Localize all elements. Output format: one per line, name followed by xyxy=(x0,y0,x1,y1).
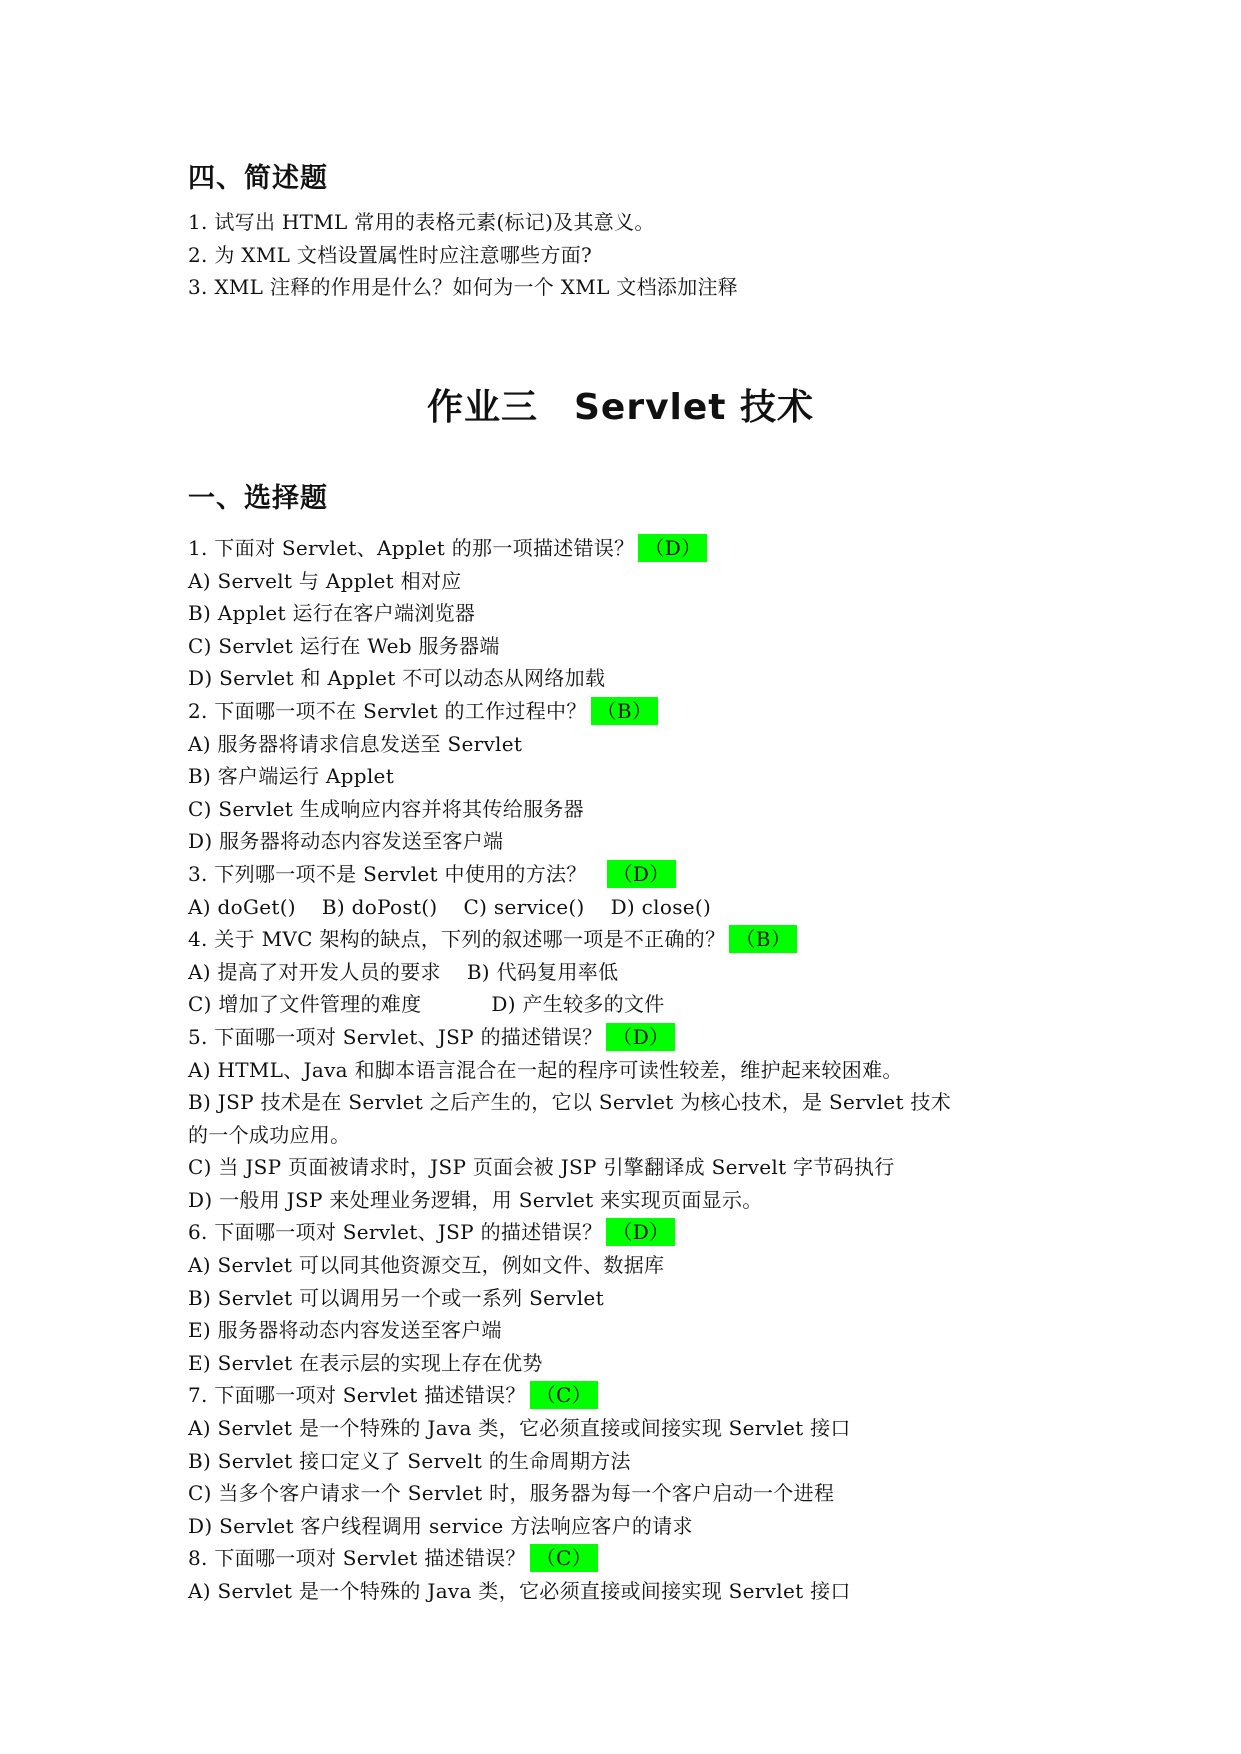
answer-highlight: （D） xyxy=(606,1218,675,1246)
answer-highlight: （B） xyxy=(591,697,659,725)
option-c: C) 增加了文件管理的难度 xyxy=(188,992,422,1017)
option-c: C) service() xyxy=(463,894,585,919)
answer-highlight: （D） xyxy=(606,1023,675,1051)
section-short-answer xyxy=(188,160,1068,304)
option-line: D) Servlet 客户线程调用 service 方法响应客户的请求 xyxy=(188,1513,693,1538)
option-line: E) 服务器将动态内容发送至客户端 xyxy=(188,1318,502,1343)
option-line: C) 当 JSP 页面被请求时，JSP 页面会被 JSP 引擎翻译成 Servelt 字节码执行 xyxy=(188,1155,895,1180)
answer-highlight: （D） xyxy=(638,534,707,562)
question-text: 4. 关于 MVC 架构的缺点，下列的叙述哪一项是不正确的？ xyxy=(188,927,726,952)
question-line xyxy=(188,695,1068,728)
option-line: A) Servlet 是一个特殊的 Java 类，它必须直接或间接实现 Servlet 接口 xyxy=(188,1579,851,1603)
answer-highlight: （C） xyxy=(530,1381,598,1409)
document-title xyxy=(0,383,1241,433)
title-part-2: Servlet 技术 xyxy=(573,387,815,428)
option-line: B) Applet 运行在客户端浏览器 xyxy=(188,601,476,626)
short-answer-item: 1. 试写出 HTML 常用的表格元素(标记)及其意义。 xyxy=(188,210,655,234)
option-line: A) Servlet 是一个特殊的 Java 类，它必须直接或间接实现 Servlet 接口 xyxy=(188,1416,851,1441)
option-line: B) 客户端运行 Applet xyxy=(188,764,395,789)
option-d: D) close() xyxy=(610,894,712,919)
answer-highlight: （C） xyxy=(530,1544,598,1572)
answer-highlight: （B） xyxy=(729,925,797,953)
option-line: D) Servlet 和 Applet 不可以动态从网络加载 xyxy=(188,666,606,691)
question-text: 1. 下面对 Servlet、Applet 的那一项描述错误？ xyxy=(188,536,635,560)
option-line: B) Servlet 接口定义了 Servelt 的生命周期方法 xyxy=(188,1448,631,1473)
answer-highlight: （D） xyxy=(607,860,676,888)
question-line xyxy=(188,923,1068,956)
section-heading-short-answer: 四、简述题 xyxy=(188,163,328,194)
option-line: C) 当多个客户请求一个 Servlet 时，服务器为每一个客户启动一个进程 xyxy=(188,1481,835,1506)
option-line-inline xyxy=(188,891,1068,924)
option-d: D) 产生较多的文件 xyxy=(491,992,665,1017)
title-part-1: 作业三 xyxy=(426,387,538,428)
option-a: A) 提高了对开发人员的要求 xyxy=(188,959,441,984)
question-line xyxy=(188,1542,1068,1575)
short-answer-item: 3. XML 注释的作用是什么？如何为一个 XML 文档添加注释 xyxy=(188,275,739,300)
question-line xyxy=(188,532,1068,565)
section-multiple-choice xyxy=(188,480,1068,1608)
option-line: A) Servelt 与 Applet 相对应 xyxy=(188,568,462,593)
option-b: B) doPost() xyxy=(321,894,438,919)
question-text: 5. 下面哪一项对 Servlet、JSP 的描述错误？ xyxy=(188,1024,603,1049)
option-a: A) doGet() xyxy=(188,894,296,919)
question-text: 6. 下面哪一项对 Servlet、JSP 的描述错误？ xyxy=(188,1220,603,1245)
section-heading-multiple-choice: 一、选择题 xyxy=(188,483,328,514)
option-line: B) JSP 技术是在 Servlet 之后产生的，它以 Servlet 为核心技术，是 Servlet 技术的一个成功应用。 xyxy=(188,1090,952,1147)
option-line: A) HTML、Java 和脚本语言混合在一起的程序可读性较差，维护起来较困难。 xyxy=(188,1057,903,1082)
option-line: D) 一般用 JSP 来处理业务逻辑，用 Servlet 来实现页面显示。 xyxy=(188,1187,763,1212)
question-line xyxy=(188,1021,1068,1054)
option-line-pair xyxy=(188,988,1068,1021)
short-answer-list xyxy=(188,206,1068,304)
question-text: 2. 下面哪一项不在 Servlet 的工作过程中？ xyxy=(188,698,587,723)
option-line-pair xyxy=(188,956,1068,989)
option-b: B) 代码复用率低 xyxy=(466,959,619,984)
question-line xyxy=(188,858,1068,891)
question-text: 3. 下列哪一项不是 Servlet 中使用的方法？ xyxy=(188,861,587,886)
option-line: D) 服务器将动态内容发送至客户端 xyxy=(188,829,504,854)
question-text: 7. 下面哪一项对 Servlet 描述错误？ xyxy=(188,1383,526,1408)
short-answer-item: 2. 为 XML 文档设置属性时应注意哪些方面? xyxy=(188,242,593,267)
question-line xyxy=(188,1216,1068,1249)
option-line: B) Servlet 可以调用另一个或一系列 Servlet xyxy=(188,1285,604,1310)
option-line: C) Servlet 运行在 Web 服务器端 xyxy=(188,633,500,658)
option-line: C) Servlet 生成响应内容并将其传给服务器 xyxy=(188,796,584,821)
option-line: A) Servlet 可以同其他资源交互，例如文件、数据库 xyxy=(188,1253,665,1278)
question-text: 8. 下面哪一项对 Servlet 描述错误？ xyxy=(188,1546,526,1571)
option-line: E) Servlet 在表示层的实现上存在优势 xyxy=(188,1350,543,1375)
question-list xyxy=(188,532,1068,1608)
question-line xyxy=(188,1379,1068,1412)
option-line: A) 服务器将请求信息发送至 Servlet xyxy=(188,731,523,756)
